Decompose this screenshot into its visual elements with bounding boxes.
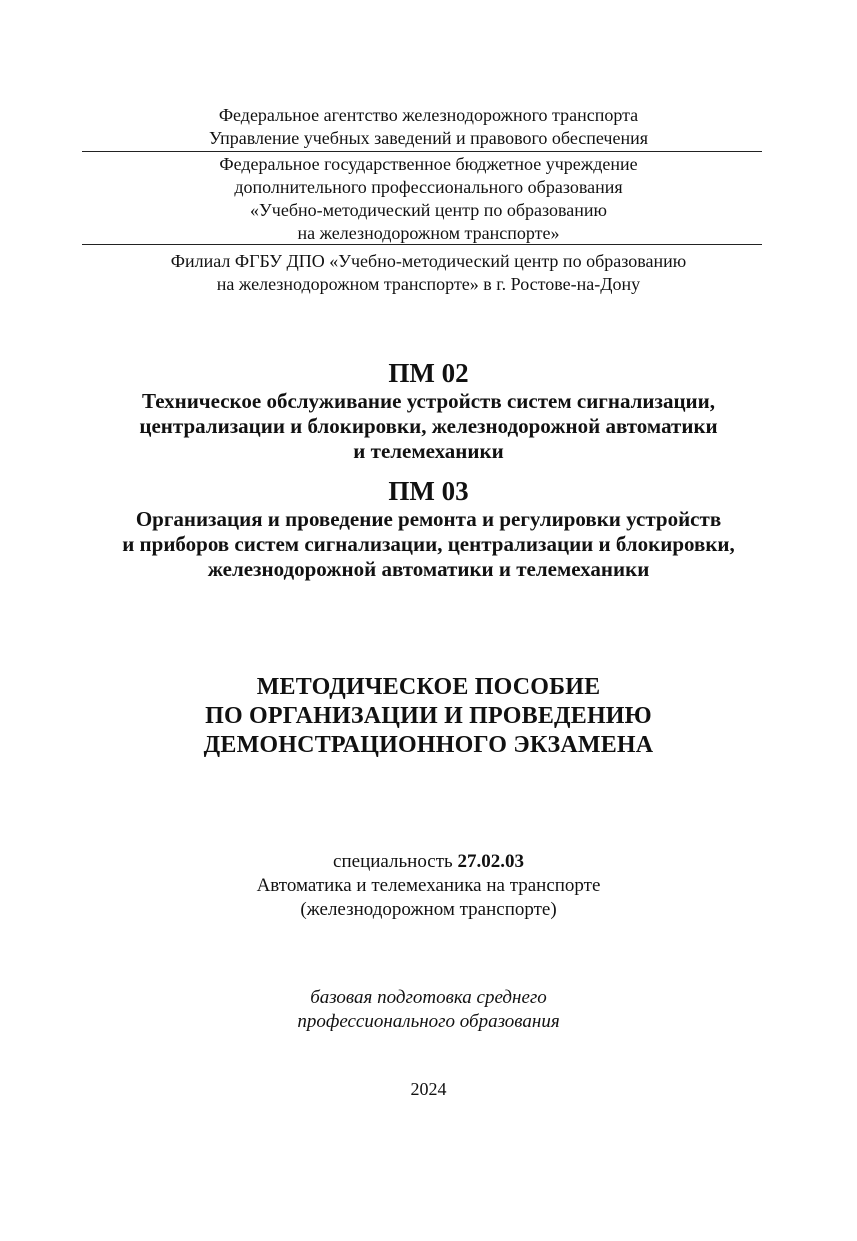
module-code: ПМ 03 (388, 476, 469, 506)
agency-header (0, 104, 857, 150)
publication-year-block (0, 1078, 857, 1100)
module-title-line: и приборов систем сигнализации, централизации и блокировки, (122, 532, 735, 556)
document-title-line: ПО ОРГАНИЗАЦИИ И ПРОВЕДЕНИЮ (205, 703, 652, 729)
module-title-line: Организация и проведение ремонта и регулировки устройств (135, 507, 722, 531)
publication-year: 2024 (410, 1079, 447, 1099)
institution-line: на железнодорожном транспорте» (297, 223, 560, 243)
specialty-block (0, 850, 857, 922)
document-title-line: МЕТОДИЧЕСКОЕ ПОСОБИЕ (256, 674, 601, 700)
module-title-line: железнодорожной автоматики и телемеханики (207, 557, 650, 581)
agency-line: Управление учебных заведений и правового обеспечения (208, 128, 649, 148)
divider-rule (82, 151, 762, 152)
education-level-line: профессионального образования (297, 1011, 560, 1032)
education-level-line: базовая подготовка среднего (310, 987, 547, 1008)
branch-line: на железнодорожном транспорте» в г. Ростове-на-Дону (216, 274, 641, 294)
module-pm02 (0, 357, 857, 464)
module-code: ПМ 02 (388, 358, 469, 388)
document-title-line: ДЕМОНСТРАЦИОННОГО ЭКЗАМЕНА (203, 732, 654, 758)
institution-line: дополнительного профессионального образования (234, 177, 623, 197)
module-title-line: и телемеханики (353, 439, 504, 463)
institution-line: Федеральное государственное бюджетное учреждение (219, 154, 638, 174)
education-level (0, 986, 857, 1034)
specialty-code: 27.02.03 (457, 851, 524, 872)
specialty-name-line: (железнодорожном транспорте) (300, 899, 557, 920)
module-pm03 (0, 475, 857, 582)
module-title-line: централизации и блокировки, железнодорожной автоматики (139, 414, 718, 438)
specialty-name-line: Автоматика и телемеханика на транспорте (256, 875, 601, 896)
institution-line: «Учебно-методический центр по образованию (250, 200, 607, 220)
module-title-line: Техническое обслуживание устройств систем сигнализации, (142, 389, 715, 413)
institution-header (0, 153, 857, 245)
agency-line: Федеральное агентство железнодорожного транспорта (218, 105, 639, 125)
branch-line: Филиал ФГБУ ДПО «Учебно-методический центр по образованию (170, 251, 687, 271)
branch-header (0, 250, 857, 296)
specialty-line (0, 850, 857, 874)
document-title (0, 673, 857, 760)
specialty-label: специальность (333, 851, 453, 872)
divider-rule (82, 244, 762, 245)
